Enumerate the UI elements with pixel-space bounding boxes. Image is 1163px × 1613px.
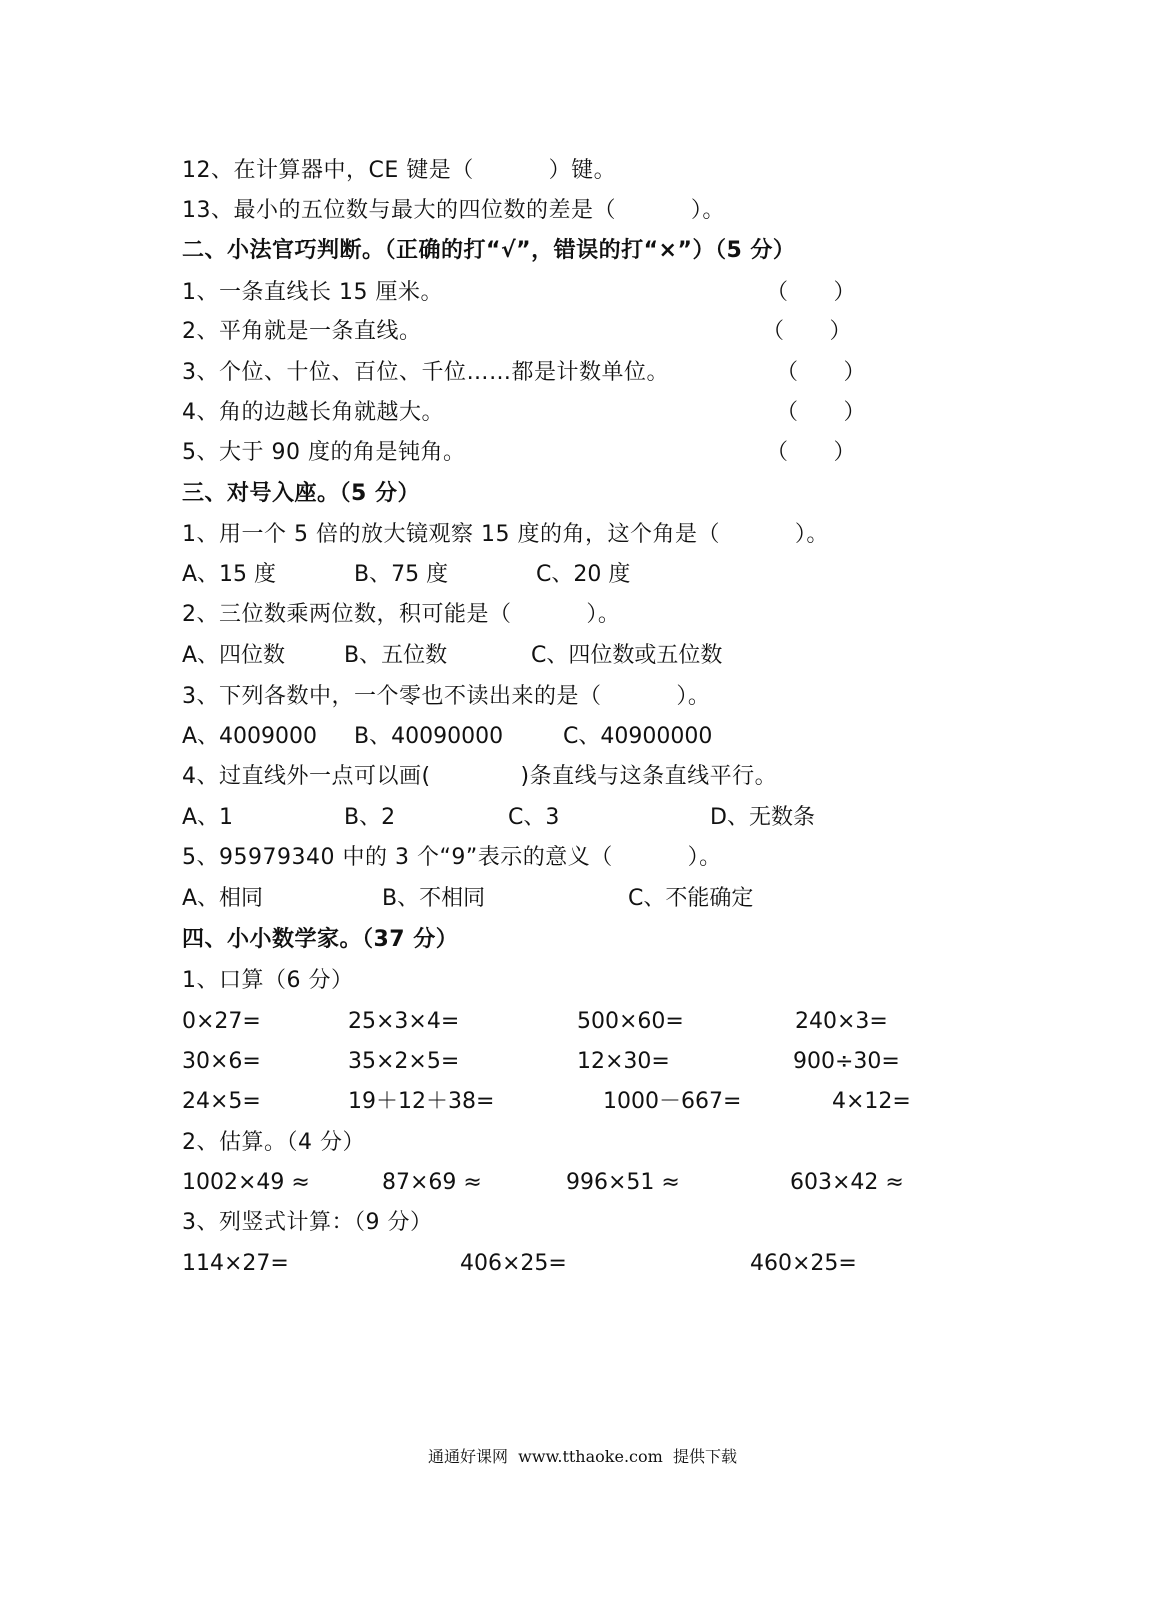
question-13: 13、最小的五位数与最大的四位数的差是（ ）。	[182, 198, 725, 223]
judge-item-2: 2、平角就是一条直线。	[182, 319, 422, 344]
judge-item-4: 4、角的边越长角就越大。	[182, 400, 444, 425]
choice-1-option-c: C、20 度	[536, 562, 631, 587]
judge-item-3: 3、个位、十位、百位、千位……都是计数单位。	[182, 360, 669, 385]
section-3-title: 三、对号入座。（5 分）	[182, 481, 420, 506]
judge-paren-5: （ ）	[766, 440, 856, 465]
oral-calc-item: 0×27=	[182, 1009, 261, 1034]
oral-calc-item: 12×30=	[577, 1049, 670, 1074]
choice-2-option-a: A、四位数	[182, 643, 286, 668]
choice-5-option-c: C、不能确定	[628, 886, 754, 911]
judge-item-5: 5、大于 90 度的角是钝角。	[182, 440, 466, 465]
vertical-calc-item: 406×25=	[460, 1251, 567, 1276]
question-12: 12、在计算器中，CE 键是（ ）键。	[182, 158, 617, 183]
choice-question-3: 3、下列各数中，一个零也不读出来的是（ ）。	[182, 684, 711, 709]
oral-calc-item: 19＋12＋38=	[348, 1089, 495, 1114]
choice-1-option-a: A、15 度	[182, 562, 277, 587]
choice-1-option-b: B、75 度	[354, 562, 449, 587]
section-2-title: 二、小法官巧判断。（正确的打“√”，错误的打“×”）（5 分）	[182, 238, 796, 263]
judge-item-1: 1、一条直线长 15 厘米。	[182, 280, 443, 305]
oral-calc-item: 1000－667=	[603, 1089, 742, 1114]
judge-paren-2: （ ）	[762, 319, 852, 344]
estimate-item: 996×51 ≈	[566, 1170, 680, 1195]
choice-2-option-b: B、五位数	[344, 643, 448, 668]
estimate-item: 603×42 ≈	[790, 1170, 904, 1195]
oral-calc-item: 35×2×5=	[348, 1049, 460, 1074]
choice-question-4: 4、过直线外一点可以画( )条直线与这条直线平行。	[182, 764, 778, 789]
choice-4-option-a: A、1	[182, 805, 234, 830]
vertical-calc-title: 3、列竖式计算：（9 分）	[182, 1210, 433, 1235]
choice-5-option-b: B、不相同	[382, 886, 486, 911]
judge-paren-1: （ ）	[766, 280, 856, 305]
estimate-title: 2、估算。（4 分）	[182, 1130, 365, 1155]
oral-calc-item: 240×3=	[795, 1009, 888, 1034]
choice-4-option-c: C、3	[508, 805, 560, 830]
vertical-calc-item: 460×25=	[750, 1251, 857, 1276]
choice-3-option-a: A、4009000	[182, 724, 318, 749]
footer-source: 通通好课网 www.tthaoke.com 提供下载	[428, 1447, 737, 1466]
oral-calc-item: 900÷30=	[793, 1049, 900, 1074]
vertical-calc-item: 114×27=	[182, 1251, 289, 1276]
judge-paren-4: （ ）	[776, 400, 866, 425]
choice-question-5: 5、95979340 中的 3 个“9”表示的意义（ ）。	[182, 845, 722, 870]
choice-question-1: 1、用一个 5 倍的放大镜观察 15 度的角，这个角是（ ）。	[182, 522, 829, 547]
choice-4-option-d: D、无数条	[710, 805, 815, 830]
estimate-item: 1002×49 ≈	[182, 1170, 310, 1195]
choice-2-option-c: C、四位数或五位数	[531, 643, 723, 668]
choice-3-option-b: B、40090000	[354, 724, 504, 749]
oral-calc-item: 30×6=	[182, 1049, 261, 1074]
oral-calc-item: 25×3×4=	[348, 1009, 460, 1034]
estimate-item: 87×69 ≈	[382, 1170, 482, 1195]
choice-4-option-b: B、2	[344, 805, 396, 830]
judge-paren-3: （ ）	[776, 360, 866, 385]
oral-calc-item: 24×5=	[182, 1089, 261, 1114]
choice-5-option-a: A、相同	[182, 886, 264, 911]
oral-calc-title: 1、口算（6 分）	[182, 968, 354, 993]
oral-calc-item: 4×12=	[832, 1089, 911, 1114]
choice-question-2: 2、三位数乘两位数，积可能是（ ）。	[182, 602, 621, 627]
oral-calc-item: 500×60=	[577, 1009, 684, 1034]
section-4-title: 四、小小数学家。（37 分）	[182, 927, 459, 952]
choice-3-option-c: C、40900000	[563, 724, 713, 749]
